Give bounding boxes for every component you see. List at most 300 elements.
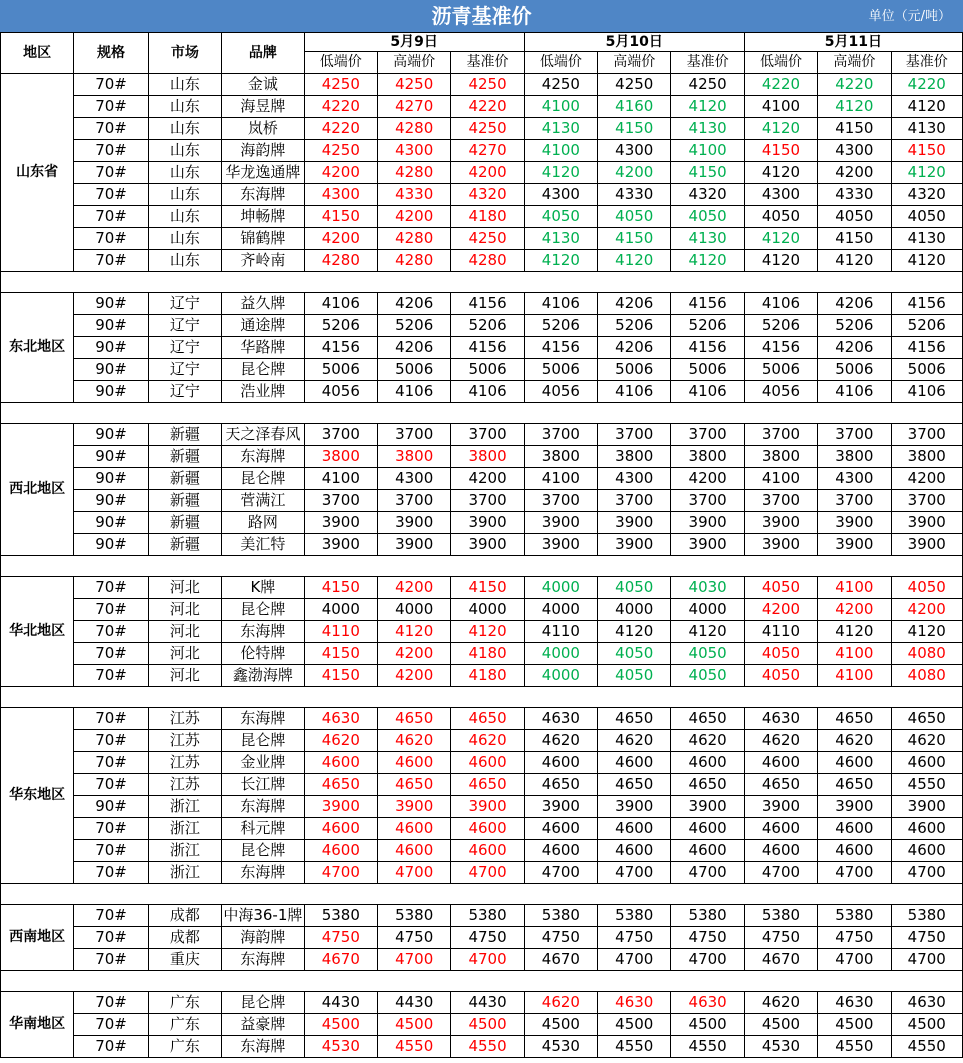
price-cell: 4050 — [598, 206, 671, 228]
price-cell: 5380 — [304, 905, 377, 927]
price-cell: 4650 — [671, 708, 744, 730]
price-cell: 3900 — [891, 534, 962, 556]
price-cell: 4220 — [304, 96, 377, 118]
spacer-cell — [74, 971, 148, 992]
price-cell: 4600 — [671, 818, 744, 840]
region-cell: 东北地区 — [1, 293, 74, 403]
price-cell: 5380 — [744, 905, 817, 927]
brand-cell: 金业牌 — [222, 752, 305, 774]
price-cell: 4250 — [304, 74, 377, 96]
spacer-cell — [671, 884, 744, 905]
price-cell: 5006 — [524, 359, 597, 381]
price-cell: 4600 — [598, 818, 671, 840]
price-cell: 4550 — [891, 1036, 962, 1058]
spacer-cell — [451, 556, 524, 577]
price-cell: 4600 — [818, 840, 891, 862]
brand-cell: 东海牌 — [222, 446, 305, 468]
price-cell: 4206 — [598, 293, 671, 315]
price-cell: 4500 — [891, 1014, 962, 1036]
price-cell: 4750 — [598, 927, 671, 949]
price-cell: 4120 — [671, 250, 744, 272]
spec-cell: 90# — [74, 337, 148, 359]
market-cell: 广东 — [148, 992, 221, 1014]
spacer-cell — [818, 556, 891, 577]
price-cell: 4600 — [744, 818, 817, 840]
price-cell: 4300 — [598, 468, 671, 490]
market-cell: 江苏 — [148, 708, 221, 730]
brand-cell: 海韵牌 — [222, 927, 305, 949]
spacer-cell — [304, 687, 377, 708]
spacer-cell — [451, 272, 524, 293]
table-row — [1, 665, 963, 687]
price-cell: 4700 — [524, 862, 597, 884]
price-cell: 5006 — [818, 359, 891, 381]
price-cell: 4550 — [818, 1036, 891, 1058]
table-row — [1, 512, 963, 534]
brand-cell: 海韵牌 — [222, 140, 305, 162]
price-cell: 4050 — [671, 643, 744, 665]
brand-cell: 东海牌 — [222, 184, 305, 206]
brand-cell: 美汇特 — [222, 534, 305, 556]
price-cell: 3900 — [598, 534, 671, 556]
price-cell: 5206 — [598, 315, 671, 337]
spec-cell: 70# — [74, 577, 148, 599]
spec-cell: 70# — [74, 599, 148, 621]
price-cell: 4600 — [304, 818, 377, 840]
price-cell: 4200 — [377, 643, 450, 665]
price-cell: 4106 — [818, 381, 891, 403]
group-spacer — [1, 403, 963, 424]
spec-cell: 70# — [74, 140, 148, 162]
price-cell: 3900 — [671, 796, 744, 818]
table-row — [1, 293, 963, 315]
subheader-high: 高端价 — [818, 52, 891, 74]
price-cell: 4270 — [377, 96, 450, 118]
price-cell: 4600 — [671, 840, 744, 862]
brand-cell: 通途牌 — [222, 315, 305, 337]
price-cell: 3900 — [598, 796, 671, 818]
price-cell: 3900 — [818, 534, 891, 556]
price-cell: 4750 — [891, 927, 962, 949]
brand-cell: 昆仑牌 — [222, 730, 305, 752]
price-cell: 4700 — [671, 949, 744, 971]
spacer-cell — [524, 884, 597, 905]
market-cell: 山东 — [148, 140, 221, 162]
price-cell: 4620 — [818, 730, 891, 752]
price-cell: 4500 — [524, 1014, 597, 1036]
price-cell: 4120 — [671, 96, 744, 118]
spacer-cell — [74, 403, 148, 424]
spec-cell: 90# — [74, 381, 148, 403]
spacer-cell — [304, 971, 377, 992]
price-cell: 4150 — [304, 577, 377, 599]
price-cell: 4200 — [304, 162, 377, 184]
price-cell: 4050 — [598, 643, 671, 665]
price-cell: 4150 — [891, 140, 962, 162]
price-cell: 4630 — [671, 992, 744, 1014]
price-cell: 4120 — [744, 228, 817, 250]
price-cell: 4106 — [744, 293, 817, 315]
subheader-high: 高端价 — [598, 52, 671, 74]
spacer-cell — [377, 971, 450, 992]
price-cell: 4150 — [304, 643, 377, 665]
price-cell: 4280 — [377, 250, 450, 272]
price-cell: 3900 — [818, 796, 891, 818]
price-cell: 4050 — [524, 206, 597, 228]
region-cell: 华东地区 — [1, 708, 74, 884]
price-cell: 5206 — [744, 315, 817, 337]
price-cell: 3800 — [524, 446, 597, 468]
group-spacer — [1, 884, 963, 905]
market-cell: 河北 — [148, 599, 221, 621]
price-cell: 4156 — [891, 337, 962, 359]
price-cell: 3700 — [524, 490, 597, 512]
spacer-cell — [598, 272, 671, 293]
spacer-cell — [744, 556, 817, 577]
price-cell: 5206 — [891, 315, 962, 337]
market-cell: 山东 — [148, 118, 221, 140]
price-cell: 4700 — [377, 949, 450, 971]
spacer-cell — [148, 272, 221, 293]
region-cell: 西南地区 — [1, 905, 74, 971]
price-cell: 4120 — [377, 621, 450, 643]
subheader-low: 低端价 — [744, 52, 817, 74]
price-cell: 4110 — [524, 621, 597, 643]
price-cell: 4200 — [451, 162, 524, 184]
price-cell: 4280 — [377, 162, 450, 184]
market-cell: 成都 — [148, 927, 221, 949]
price-cell: 4650 — [377, 774, 450, 796]
price-cell: 3700 — [524, 424, 597, 446]
table-row — [1, 250, 963, 272]
price-cell: 4200 — [304, 228, 377, 250]
price-cell: 3700 — [377, 490, 450, 512]
spacer-cell — [304, 272, 377, 293]
subheader-high: 高端价 — [377, 52, 450, 74]
brand-cell: 昆仑牌 — [222, 992, 305, 1014]
price-cell: 4280 — [304, 250, 377, 272]
subheader-low: 低端价 — [524, 52, 597, 74]
price-cell: 4700 — [891, 862, 962, 884]
price-cell: 4156 — [524, 337, 597, 359]
price-cell: 4500 — [818, 1014, 891, 1036]
price-cell: 4530 — [304, 1036, 377, 1058]
price-cell: 4650 — [524, 774, 597, 796]
price-cell: 4156 — [451, 293, 524, 315]
price-cell: 4250 — [671, 74, 744, 96]
price-cell: 3900 — [377, 796, 450, 818]
price-cell: 3900 — [598, 512, 671, 534]
header-region: 地区 — [1, 33, 74, 74]
price-cell: 4550 — [451, 1036, 524, 1058]
market-cell: 山东 — [148, 250, 221, 272]
price-cell: 4100 — [818, 665, 891, 687]
brand-cell: 华路牌 — [222, 337, 305, 359]
price-cell: 4100 — [818, 643, 891, 665]
price-cell: 4250 — [598, 74, 671, 96]
price-cell: 5380 — [377, 905, 450, 927]
price-cell: 5206 — [818, 315, 891, 337]
price-cell: 4206 — [598, 337, 671, 359]
brand-cell: 昆仑牌 — [222, 359, 305, 381]
price-cell: 4620 — [671, 730, 744, 752]
spacer-cell — [148, 403, 221, 424]
spacer-cell — [598, 403, 671, 424]
price-cell: 4250 — [377, 74, 450, 96]
region-cell: 西北地区 — [1, 424, 74, 556]
header-brand: 品牌 — [222, 33, 305, 74]
price-cell: 4750 — [524, 927, 597, 949]
price-cell: 3700 — [671, 424, 744, 446]
spacer-cell — [671, 687, 744, 708]
price-cell: 4700 — [598, 949, 671, 971]
spacer-cell — [598, 884, 671, 905]
price-cell: 3900 — [451, 512, 524, 534]
price-cell: 4300 — [377, 468, 450, 490]
spec-cell: 70# — [74, 643, 148, 665]
price-cell: 4600 — [524, 818, 597, 840]
market-cell: 辽宁 — [148, 337, 221, 359]
brand-cell: 益豪牌 — [222, 1014, 305, 1036]
price-cell: 4650 — [818, 708, 891, 730]
price-cell: 4600 — [891, 818, 962, 840]
spec-cell: 70# — [74, 1036, 148, 1058]
price-cell: 5006 — [304, 359, 377, 381]
brand-cell: 昆仑牌 — [222, 840, 305, 862]
price-cell: 4150 — [818, 228, 891, 250]
table-row — [1, 599, 963, 621]
brand-cell: 鑫渤海牌 — [222, 665, 305, 687]
price-cell: 4320 — [671, 184, 744, 206]
spacer-cell — [148, 687, 221, 708]
market-cell: 浙江 — [148, 862, 221, 884]
price-cell: 5206 — [671, 315, 744, 337]
header-date-2: 5月10日 — [524, 33, 744, 52]
price-cell: 4270 — [451, 140, 524, 162]
price-cell: 4080 — [891, 643, 962, 665]
group-spacer — [1, 971, 963, 992]
spec-cell: 70# — [74, 184, 148, 206]
spacer-cell — [222, 687, 305, 708]
price-cell: 4050 — [744, 665, 817, 687]
price-cell: 4500 — [377, 1014, 450, 1036]
price-cell: 4206 — [818, 293, 891, 315]
price-cell: 4550 — [891, 774, 962, 796]
brand-cell: 东海牌 — [222, 949, 305, 971]
header-market: 市场 — [148, 33, 221, 74]
spec-cell: 70# — [74, 927, 148, 949]
price-cell: 4280 — [451, 250, 524, 272]
price-cell: 3900 — [377, 534, 450, 556]
price-cell: 4120 — [524, 250, 597, 272]
spec-cell: 70# — [74, 949, 148, 971]
price-cell: 4600 — [524, 752, 597, 774]
price-cell: 4600 — [304, 752, 377, 774]
market-cell: 辽宁 — [148, 293, 221, 315]
brand-cell: 伦特牌 — [222, 643, 305, 665]
table-row — [1, 840, 963, 862]
market-cell: 山东 — [148, 184, 221, 206]
table-row — [1, 228, 963, 250]
price-cell: 4550 — [671, 1036, 744, 1058]
spacer-cell — [74, 272, 148, 293]
price-cell: 4600 — [891, 840, 962, 862]
table-row — [1, 206, 963, 228]
price-cell: 3700 — [744, 424, 817, 446]
price-cell: 4130 — [891, 228, 962, 250]
price-cell: 4056 — [304, 381, 377, 403]
price-cell: 4100 — [818, 577, 891, 599]
market-cell: 新疆 — [148, 468, 221, 490]
price-cell: 4650 — [818, 774, 891, 796]
spacer-cell — [818, 687, 891, 708]
price-cell: 4600 — [598, 752, 671, 774]
price-cell: 4156 — [671, 293, 744, 315]
price-cell: 4630 — [744, 708, 817, 730]
price-cell: 4620 — [524, 992, 597, 1014]
spacer-cell — [524, 272, 597, 293]
price-cell: 4300 — [377, 140, 450, 162]
brand-cell: 海昱牌 — [222, 96, 305, 118]
price-cell: 3700 — [891, 424, 962, 446]
price-cell: 4120 — [524, 162, 597, 184]
spacer-cell — [304, 403, 377, 424]
spacer-cell — [377, 556, 450, 577]
table-row — [1, 381, 963, 403]
spec-cell: 70# — [74, 206, 148, 228]
market-cell: 河北 — [148, 621, 221, 643]
price-cell: 4100 — [671, 140, 744, 162]
spacer-cell — [304, 884, 377, 905]
price-cell: 4300 — [818, 468, 891, 490]
spec-cell: 70# — [74, 118, 148, 140]
price-cell: 3700 — [451, 490, 524, 512]
price-cell: 3700 — [818, 424, 891, 446]
spec-cell: 70# — [74, 818, 148, 840]
spacer-cell — [1, 687, 74, 708]
brand-cell: 华龙逸通牌 — [222, 162, 305, 184]
subheader-base: 基准价 — [671, 52, 744, 74]
price-cell: 3800 — [891, 446, 962, 468]
spacer-cell — [891, 971, 962, 992]
price-cell: 4200 — [744, 599, 817, 621]
price-cell: 4600 — [377, 752, 450, 774]
price-cell: 4700 — [891, 949, 962, 971]
price-cell: 4500 — [451, 1014, 524, 1036]
price-cell: 4220 — [451, 96, 524, 118]
price-cell: 4050 — [671, 665, 744, 687]
market-cell: 浙江 — [148, 796, 221, 818]
spacer-cell — [222, 403, 305, 424]
price-cell: 4500 — [304, 1014, 377, 1036]
region-cell: 华南地区 — [1, 992, 74, 1058]
table-row — [1, 424, 963, 446]
price-cell: 4750 — [304, 927, 377, 949]
price-cell: 4600 — [671, 752, 744, 774]
price-cell: 4600 — [524, 840, 597, 862]
price-cell: 5006 — [891, 359, 962, 381]
brand-cell: K牌 — [222, 577, 305, 599]
spacer-cell — [524, 403, 597, 424]
price-cell: 5206 — [304, 315, 377, 337]
price-cell: 3900 — [671, 534, 744, 556]
table-row — [1, 337, 963, 359]
price-cell: 3900 — [451, 534, 524, 556]
spec-cell: 90# — [74, 490, 148, 512]
brand-cell: 东海牌 — [222, 862, 305, 884]
table-row — [1, 359, 963, 381]
price-cell: 4000 — [524, 665, 597, 687]
market-cell: 江苏 — [148, 730, 221, 752]
price-cell: 4200 — [891, 468, 962, 490]
spacer-cell — [222, 556, 305, 577]
table-row — [1, 184, 963, 206]
brand-cell: 岚桥 — [222, 118, 305, 140]
price-cell: 4700 — [451, 949, 524, 971]
spec-cell: 70# — [74, 96, 148, 118]
price-cell: 4050 — [891, 206, 962, 228]
price-cell: 4156 — [451, 337, 524, 359]
price-cell: 4750 — [451, 927, 524, 949]
market-cell: 山东 — [148, 96, 221, 118]
price-cell: 4750 — [818, 927, 891, 949]
price-cell: 3800 — [304, 446, 377, 468]
price-cell: 3900 — [524, 796, 597, 818]
spec-cell: 90# — [74, 359, 148, 381]
market-cell: 河北 — [148, 577, 221, 599]
price-cell: 4100 — [304, 468, 377, 490]
table-row — [1, 796, 963, 818]
price-cell: 4180 — [451, 206, 524, 228]
region-cell: 华北地区 — [1, 577, 74, 687]
price-cell: 4220 — [818, 74, 891, 96]
market-cell: 江苏 — [148, 774, 221, 796]
brand-cell: 浩业牌 — [222, 381, 305, 403]
spacer-cell — [891, 687, 962, 708]
spec-cell: 70# — [74, 752, 148, 774]
spacer-cell — [671, 272, 744, 293]
price-cell: 4300 — [744, 184, 817, 206]
price-cell: 5006 — [451, 359, 524, 381]
price-cell: 4250 — [304, 140, 377, 162]
price-cell: 4100 — [744, 468, 817, 490]
table-row — [1, 992, 963, 1014]
price-cell: 4650 — [598, 708, 671, 730]
price-cell: 4220 — [304, 118, 377, 140]
price-cell: 4080 — [891, 665, 962, 687]
market-cell: 广东 — [148, 1014, 221, 1036]
price-cell: 4156 — [744, 337, 817, 359]
price-cell: 4620 — [744, 992, 817, 1014]
table-row — [1, 774, 963, 796]
price-cell: 4150 — [671, 162, 744, 184]
spec-cell: 70# — [74, 862, 148, 884]
spacer-cell — [74, 556, 148, 577]
price-cell: 3700 — [671, 490, 744, 512]
table-row — [1, 162, 963, 184]
price-cell: 4630 — [818, 992, 891, 1014]
price-cell: 4000 — [671, 599, 744, 621]
price-cell: 5206 — [524, 315, 597, 337]
price-cell: 4620 — [304, 730, 377, 752]
spacer-cell — [818, 272, 891, 293]
table-row — [1, 752, 963, 774]
spacer-cell — [1, 556, 74, 577]
market-cell: 山东 — [148, 162, 221, 184]
spacer-cell — [671, 556, 744, 577]
price-cell: 4106 — [524, 293, 597, 315]
price-cell: 3700 — [891, 490, 962, 512]
